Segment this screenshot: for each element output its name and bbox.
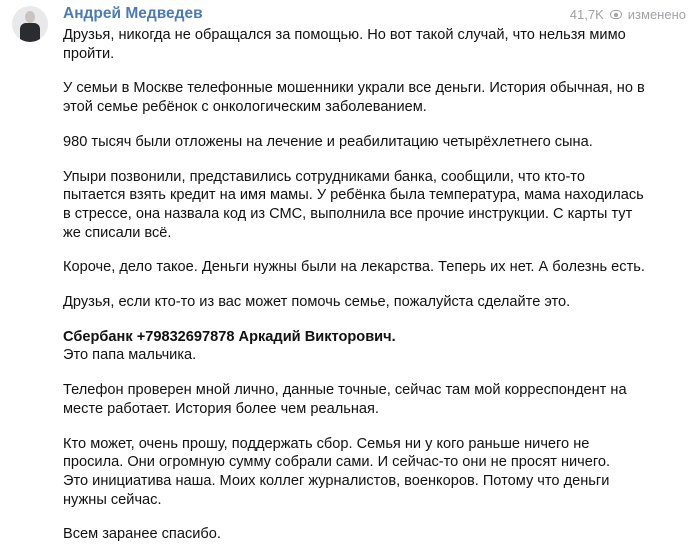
post-line: Друзья, никогда не обращался за помощью. Но вот такой случай, что нельзя мимо <box>63 27 626 43</box>
post-line: Это инициатива наша. Моих коллег журналистов, военкоров. Потому что деньги <box>63 472 610 489</box>
post-line: Всем заранее спасибо. <box>63 526 221 543</box>
post-line: пытается взять кредит на имя мамы. У ребёнка была температура, мама находилась <box>63 187 644 204</box>
post-line: Упыри позвонили, представились сотрудниками банка, сообщили, что кто-то <box>63 168 585 185</box>
post-line: Телефон проверен мной лично, данные точные, сейчас там мой корреспондент на <box>63 382 627 399</box>
post-paragraph <box>63 79 688 116</box>
post-line: Короче, дело такое. Деньги нужны были на лекарства. Теперь их нет. А болезнь есть. <box>63 259 645 276</box>
post-line: У семьи в Москве телефонные мошенники украли все деньги. История обычная, но в <box>63 80 645 97</box>
post-paragraph <box>63 168 688 243</box>
post-line: Кто может, очень прошу, поддержать сбор. Семья ни у кого раньше ничего не <box>63 435 590 452</box>
avatar-head <box>25 11 35 23</box>
bank-details: Сбербанк +79832697878 Аркадий Викторович. <box>63 328 396 345</box>
post-text <box>63 26 688 560</box>
post-line: же списали всё. <box>63 224 172 241</box>
post-line: пройти. <box>63 45 115 62</box>
post-line: нужны сейчас. <box>63 491 162 508</box>
post-paragraph <box>63 381 688 418</box>
post-paragraph <box>63 435 688 510</box>
view-count: 41,7K <box>569 7 604 22</box>
post-line: 980 тысяч были отложены на лечение и реабилитацию четырёхлетнего сына. <box>63 133 593 150</box>
post-paragraph <box>63 26 688 63</box>
post-paragraph <box>63 328 688 365</box>
post-line: Это папа мальчика. <box>63 347 197 364</box>
author-name[interactable]: Андрей Медведев <box>63 5 203 22</box>
author-avatar[interactable] <box>12 6 48 42</box>
post-paragraph <box>63 525 688 544</box>
post-line: просила. Они огромную сумму собрали сами. И сейчас-то они не просят ничего. <box>63 454 611 471</box>
eye-icon <box>610 10 622 19</box>
avatar-body <box>20 23 40 42</box>
post-line: месте работает. История более чем реальная. <box>63 400 379 417</box>
post-paragraph <box>63 293 688 312</box>
post-paragraph <box>63 258 688 277</box>
post-line: Друзья, если кто-то из вас может помочь семье, пожалуйста сделайте это. <box>63 294 571 311</box>
post-line: в стрессе, она назвала код из СМС, выполнила все прочие инструкции. С карты тут <box>63 205 633 222</box>
post-paragraph <box>63 133 688 152</box>
post-meta <box>570 7 686 22</box>
post-line: этой семье ребёнок с онкологическим заболеванием. <box>63 99 427 116</box>
edited-label: изменено <box>627 7 686 22</box>
